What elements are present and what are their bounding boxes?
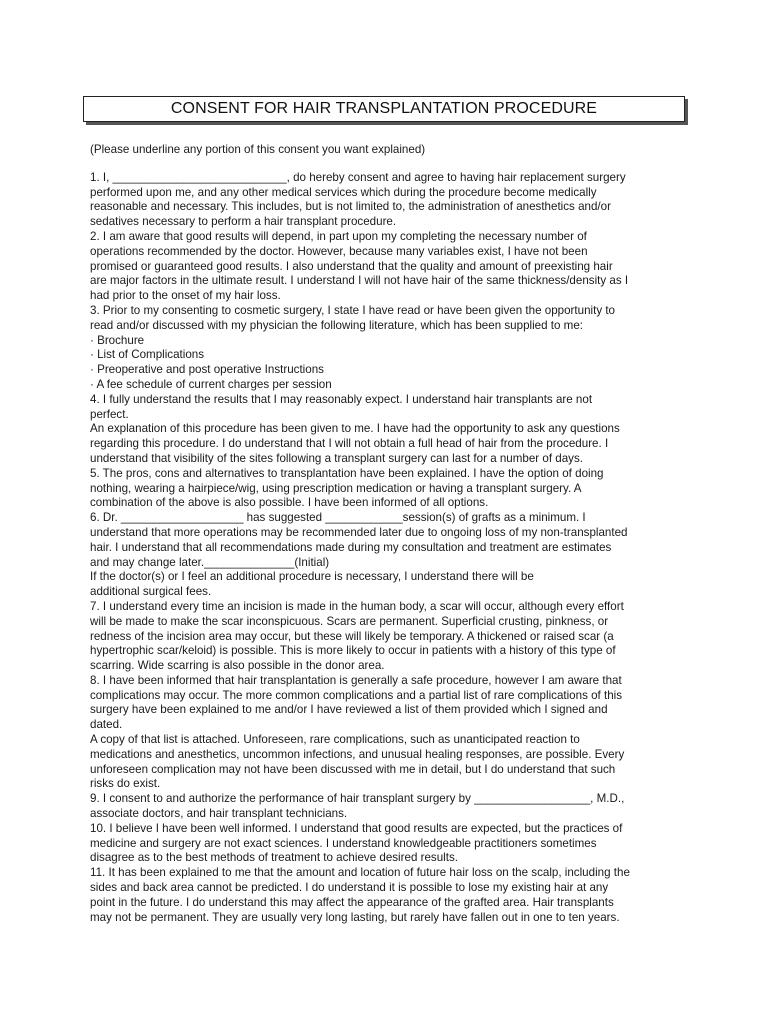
consent-line: regarding this procedure. I do understand that I will not obtain a full head of hair from the procedure. I [90, 437, 609, 451]
consent-line: If the doctor(s) or I feel an additional procedure is necessary, I understand there will be [90, 570, 534, 584]
consent-line: sedatives necessary to perform a hair transplant procedure. [90, 215, 397, 229]
consent-line: nothing, wearing a hairpiece/wig, using prescription medication or having a transplant surgery. A [90, 481, 582, 495]
consent-line: 3. Prior to my consenting to cosmetic surgery, I state I have read or have been given the opportunity to [90, 303, 616, 317]
consent-line: reasonable and necessary. This includes, but is not limited to, the administration of anesthetics and/or [90, 200, 611, 214]
consent-line: A copy of that list is attached. Unforeseen, rare complications, such as unanticipated reaction to [90, 733, 580, 747]
consent-line: 8. I have been informed that hair transplantation is generally a safe procedure, however I am aware that [90, 673, 622, 687]
consent-line: additional surgical fees. [90, 585, 212, 599]
consent-line: 5. The pros, cons and alternatives to transplantation have been explained. I have the option of doing [90, 466, 604, 480]
document-title: CONSENT FOR HAIR TRANSPLANTATION PROCEDURE [170, 100, 598, 117]
consent-line: 7. I understand every time an incision is made in the human body, a scar will occur, although every effort [90, 599, 624, 613]
consent-line: complications may occur. The more common complications and a partial list of rare complications of this [90, 688, 623, 702]
consent-line: risks do exist. [90, 777, 161, 791]
consent-line: unforeseen complication may not have been discussed with me in detail, but I do understand that such [90, 762, 616, 776]
consent-line: medications and anesthetics, uncommon infections, and unusual healing responses, are possible. Every [90, 747, 625, 761]
consent-line: 6. Dr. ___________________ has suggested ____________session(s) of grafts as a minimum. I [90, 511, 586, 525]
consent-line: and may change later.______________(Initial) [90, 555, 330, 569]
paragraph-gap [90, 158, 682, 171]
consent-line: promised or guaranteed good results. I also understand that the quality and amount of preexisting hair [90, 259, 613, 273]
consent-line: 11. It has been explained to me that the amount and location of future hair loss on the scalp, including the [90, 866, 630, 880]
consent-line: · Brochure [90, 333, 145, 347]
consent-line: An explanation of this procedure has been given to me. I have had the opportunity to ask any questions [90, 422, 620, 436]
consent-line: sides and back area cannot be predicted. I do understand it is possible to lose my existing hair at any [90, 881, 609, 895]
consent-line: · A fee schedule of current charges per session [90, 377, 332, 391]
consent-line: understand that more operations may be recommended later due to ongoing loss of my non-transplanted [90, 525, 628, 539]
consent-line: hypertrophic scar/keloid) is possible. This is more likely to occur in patients with a history of this type of [90, 644, 616, 658]
consent-text [90, 171, 682, 926]
subtitle-instruction: (Please underline any portion of this consent you want explained) [90, 143, 426, 156]
consent-line: may not be permanent. They are usually very long lasting, but rarely have fallen out in one to ten years. [90, 910, 620, 924]
consent-line: 2. I am aware that good results will depend, in part upon my completing the necessary number of [90, 229, 587, 243]
consent-line: 10. I believe I have been well informed. I understand that good results are expected, but the practices of [90, 821, 623, 835]
consent-line: 9. I consent to and authorize the performance of hair transplant surgery by __________________, M.D., [90, 792, 625, 806]
consent-line: combination of the above is also possible. I have been informed of all options. [90, 496, 489, 510]
document-title-box [83, 96, 685, 122]
consent-line: dated. [90, 718, 123, 732]
consent-line: performed upon me, and any other medical services which during the procedure become medically [90, 185, 597, 199]
consent-line: understand that visibility of the sites following a transplant surgery can last for a number of days. [90, 451, 583, 465]
consent-line: are major factors in the ultimate result. I understand I will not have hair of the same thickness/density as I [90, 274, 629, 288]
consent-line: read and/or discussed with my physician the following literature, which has been supplied to me: [90, 318, 584, 332]
consent-line: perfect. [90, 407, 129, 421]
consent-line: · Preoperative and post operative Instructions [90, 363, 324, 377]
document-body [90, 143, 682, 925]
consent-line: surgery have been explained to me and/or I have reviewed a list of them provided which I signed and [90, 703, 608, 717]
consent-line: hair. I understand that all recommendations made during my consultation and treatment are estimates [90, 540, 612, 554]
consent-line: associate doctors, and hair transplant technicians. [90, 807, 348, 821]
consent-line: 4. I fully understand the results that I may reasonably expect. I understand hair transplants are not [90, 392, 593, 406]
consent-line: medicine and surgery are not exact sciences. I understand knowledgeable practitioners sometimes [90, 836, 597, 850]
consent-line: point in the future. I do understand this may affect the appearance of the grafted area. Hair transplants [90, 895, 614, 909]
consent-line: disagree as to the best methods of treatment to achieve desired results. [90, 851, 458, 865]
consent-line: redness of the incision area may occur, but these will likely be temporary. A thickened or raised scar (a [90, 629, 614, 643]
consent-line: · List of Complications [90, 348, 205, 362]
consent-line: will be made to make the scar inconspicuous. Scars are permanent. Superficial crusting, pinkness, or [90, 614, 609, 628]
consent-line: 1. I, ___________________________, do hereby consent and agree to having hair replacement surgery [90, 170, 626, 184]
consent-line: scarring. Wide scarring is also possible in the donor area. [90, 659, 385, 673]
consent-line: had prior to the onset of my hair loss. [90, 289, 281, 303]
consent-line: operations recommended by the doctor. However, because many variables exist, I have not been [90, 244, 588, 258]
